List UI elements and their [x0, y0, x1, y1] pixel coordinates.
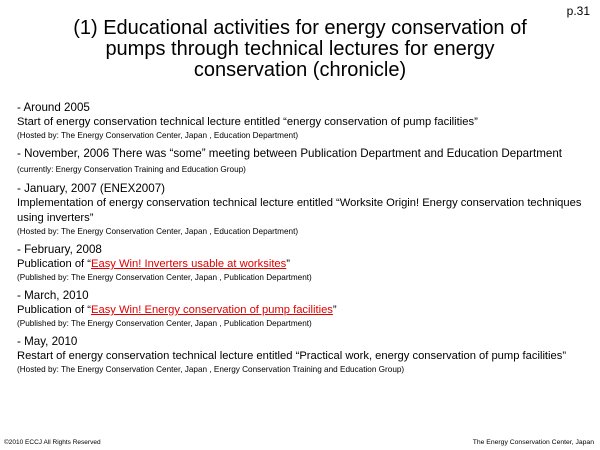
entry-2008	[17, 242, 592, 283]
entry-note: (Hosted by: The Energy Conservation Center, Japan , Energy Conservation Training and Education Group)	[17, 365, 405, 374]
text-suffix: ”	[286, 258, 290, 270]
entry-text: Restart of energy conservation technical lecture entitled “Practical work, energy conservation of pump facilities”	[17, 350, 567, 362]
entry-2010-march	[17, 288, 592, 329]
title-line-1: (1) Educational activities for energy conservation of	[73, 17, 527, 39]
title-line-3: conservation (chronicle)	[193, 59, 407, 81]
entry-2007	[17, 181, 592, 237]
entry-note: (currently: Energy Conservation Training and Education Group)	[17, 165, 246, 174]
slide-title	[20, 18, 580, 81]
entry-date: - February, 2008	[17, 243, 102, 256]
entry-date: - March, 2010	[17, 289, 89, 302]
title-line-2: pumps through technical lectures for energy	[105, 38, 495, 60]
entry-note: (Hosted by: The Energy Conservation Center, Japan , Education Department)	[17, 131, 299, 140]
entry-note: (Published by: The Energy Conservation Center, Japan , Publication Department)	[17, 319, 312, 328]
entry-2010-may	[17, 334, 592, 375]
page-number: p.31	[566, 4, 590, 18]
entry-text: Start of energy conservation technical lecture entitled “energy conservation of pump facilities”	[17, 116, 478, 128]
text-prefix: Publication of “	[17, 258, 92, 270]
entry-text	[17, 257, 592, 272]
entry-2005	[17, 100, 592, 141]
entry-text	[17, 303, 592, 318]
entry-date: - November, 2006 There was “some” meeting between Publication Department and Education Department	[17, 147, 562, 160]
publication-link[interactable]: Easy Win! Energy conservation of pump facilities	[91, 304, 333, 316]
entry-text: Implementation of energy conservation technical lecture entitled “Worksite Origin! Energy conservation techniques using inverters”	[17, 197, 582, 224]
entry-date-text	[17, 146, 592, 176]
text-suffix: ”	[332, 304, 337, 316]
text-prefix: Publication of “	[17, 304, 92, 316]
entry-date: - Around 2005	[17, 101, 90, 114]
chronicle-list	[17, 100, 592, 380]
publication-link[interactable]: Easy Win! Inverters usable at worksites	[91, 258, 287, 270]
copyright: ©2010 ECCJ All Rights Reserved	[4, 439, 101, 446]
entry-date: - January, 2007 (ENEX2007)	[17, 182, 166, 195]
entry-2006	[17, 146, 592, 176]
entry-note: (Hosted by: The Energy Conservation Center, Japan , Education Department)	[17, 227, 299, 236]
entry-note: (Published by: The Energy Conservation Center, Japan , Publication Department)	[17, 273, 312, 282]
entry-date: - May, 2010	[17, 335, 78, 348]
organization-name: The Energy Conservation Center, Japan	[472, 439, 594, 446]
